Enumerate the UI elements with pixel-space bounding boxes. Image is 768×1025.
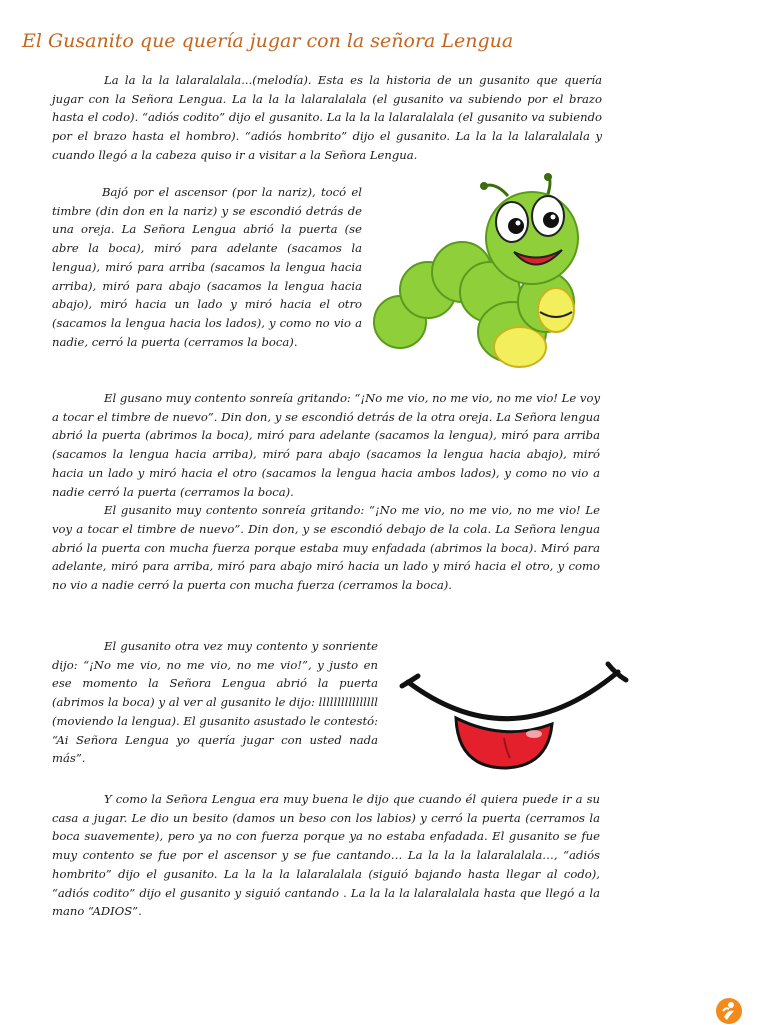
story-paragraph-2 [52, 183, 362, 351]
paragraph-text: Y como la Señora Lengua era muy buena le dijo que cuando él quiera puede ir a su casa a jugar. Le dio un besito (damos un beso con los labios) y cerró la puerta (cerramos la boca suavemente), pero ya no con fuerza porque ya no estaba enfadada. El gusanito se fue muy contento se fue por el ascensor y se fue cantando… La la la la lalaralalala…, “adiós hombrito” dijo el gusanito. La la la la lalaralalala (siguió bajando hasta llegar al codo), “adiós codito” dijo el gusanito y siguió cantando . La la la la lalaralalala hasta que llegó a la mano “ADIOS”. [52, 792, 600, 919]
paragraph-text: El gusanito muy contento sonreía gritando: “¡No me vio, no me vio, no me vio! Le voy a tocar el timbre de nuevo”. Din don, y se escondió debajo de la cola. La Señora lengua abrió la puerta con mucha fuerza porque estaba muy enfadada (abrimos la boca). Miró para adelante, miró para arriba, miró para abajo miró hacia un lado y miró hacia el otro, y como no vio a nadie cerró la puerta con mucha fuerza (cerramos la boca). [52, 503, 600, 593]
smile-line [408, 672, 618, 719]
paragraph-text: Bajó por el ascensor (por la nariz), tocó el timbre (din don en la nariz) y se escondió detrás de una oreja. La Señora Lengua abrió la puerta (se abre la boca), miró para adelante (sacamos la lengua), miró para arriba (sacamos la lengua hacia arriba), miró para abajo (sacamos la lengua hacia abajo), miró hacia un lado y miró hacia el otro (sacamos la lengua hacia los lados), y como no vio a nadie, cerró la puerta (cerramos la boca). [52, 185, 362, 349]
story-paragraph-6 [52, 790, 600, 921]
story-paragraph-3-4 [52, 389, 600, 595]
orange-logo-icon [715, 997, 743, 1025]
mouth-tongue-illustration [396, 642, 630, 774]
story-paragraph-1 [52, 71, 602, 165]
paragraph-text: El gusanito otra vez muy contento y sonriente dijo: “¡No me vio, no me vio, no me vio!”, y justo en ese momento la Señora Lengua abrió la puerta (abrimos la boca) y al ver al gusanito le dijo: llllllllllllllll (moviendo la lengua). El gusanito asustado le contestó: “Ai Señora Lengua yo quería jugar con usted nada más”. [52, 639, 378, 766]
worm-illustration [372, 172, 588, 382]
document-title: El Gusanito que quería jugar con la señora Lengua [22, 30, 514, 52]
paragraph-text: La la la la lalaralalala...(melodía). Esta es la historia de un gusanito que quería jugar con la Señora Lengua. La la la la lalaralalala (el gusanito va subiendo por el brazo hasta el codo). “adiós codito” dijo el gusanito. La la la la lalaralalala (el gusanito va subiendo por el brazo hasta el hombro). “adiós hombrito” dijo el gusanito. La la la la lalaralalala y cuando llegó a la cabeza quiso ir a visitar a la Señora Lengua. [52, 73, 602, 162]
paragraph-text: El gusano muy contento sonreía gritando: “¡No me vio, no me vio, no me vio! Le voy a tocar el timbre de nuevo”. Din don, y se escondió detrás de la otra oreja. La Señora lengua abrió la puerta (abrimos la boca), miró para adelante (sacamos la lengua), miró para arriba (sacamos la lengua hacia arriba), miró para abajo (sacamos la lengua hacia abajo), miró hacia un lado y miró hacia el otro (sacamos la lengua hacia ambos lados), y como no vio a nadie cerró la puerta (cerramos la boca). [52, 391, 600, 499]
story-paragraph-5 [52, 637, 378, 768]
